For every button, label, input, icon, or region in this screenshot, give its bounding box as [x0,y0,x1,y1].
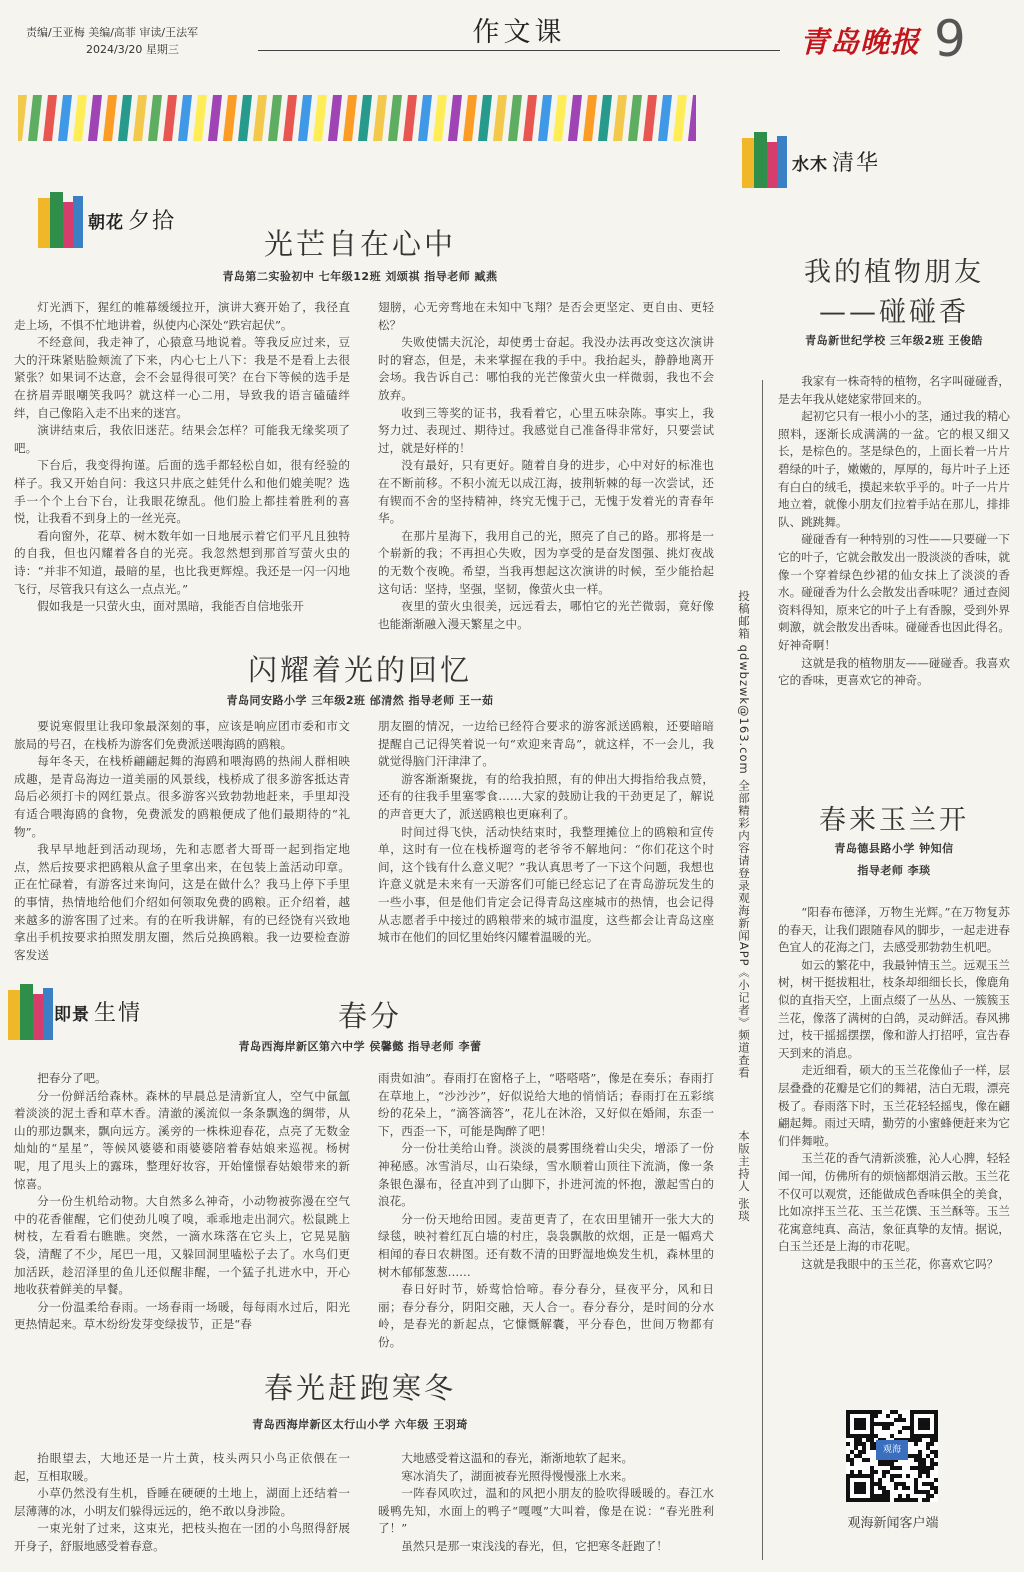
qr-module [878,1482,882,1486]
qr-module [906,1486,910,1490]
paragraph: 在那片星海下，我用自己的光，照亮了自己的路。那将是一个崭新的我；不再担心失败，因为享受的是奋发图强、挑灯夜战的无数个夜晚。希望，当我再想起这次演讲的时候，至少能拾起这句话：坚持，坚强，坚韧，像萤火虫一样。 [378,528,714,596]
paragraph: 走近细看，硕大的玉兰花像仙子一样，层层叠叠的花瓣是它们的舞裙，洁白无瑕，漂亮极了。春雨落下时，玉兰花轻轻摇曳，像在翩翩起舞。雨过天晴，勤劳的小蜜蜂便赶来为它们伴舞啦。 [778,1063,1010,1148]
article-title: 春光赶跑寒冬 [263,1371,456,1405]
qr-module [874,1422,878,1426]
paragraph: 大地感受着这温和的春光，渐渐地软了起来。 [401,1451,634,1465]
paragraph: 我家有一株奇特的植物，名字叫碰碰香，是去年我从姥姥家带回来的。 [778,374,1010,406]
qr-module [918,1474,922,1478]
qr-module [902,1418,906,1422]
qr-module [874,1482,878,1486]
qr-module [858,1454,862,1458]
stripe [448,95,462,141]
paragraph: 灯光洒下，猩红的帷幕缓缓拉开，演讲大赛开始了，我径直走上场，不惧不忙地讲着，纵使内心深处“跌宕起伏”。 [14,300,350,332]
paragraph: 不经意间，我走神了，心猿意马地说着。等我反应过来，豆大的汗珠紧贴脸颊流了下来，内心七上八下：我是不是看上去很紧张？如果词不达意，会不会显得很可笑？在台下等候的选手是在挤眉弄眼嘲笑我吗？就这样一心二用，导致我的语言磕磕绊绊，自己像陷入走不出来的迷宫。 [14,335,350,420]
qr-module [926,1446,930,1450]
qr-module [898,1414,902,1418]
qr-module [914,1486,918,1490]
qr-module [850,1462,854,1466]
stripe [28,95,42,141]
stripe [268,95,282,141]
qr-module [918,1462,922,1466]
qr-module [858,1470,862,1474]
qr-module [894,1482,898,1486]
stripe [613,95,627,141]
paragraph: 失败使懦夫沉沦，却使勇士奋起。我没办法再改变这次演讲时的窘态，但是，未来掌握在我的手中。我抬起头，静静地离开会场。我告诉自己：哪怕我的光芒像萤火虫一样微弱，我也不会放弃。 [378,335,714,402]
qr-module [918,1450,922,1454]
qr-module [926,1474,930,1478]
qr-module [878,1494,882,1498]
qr-module [894,1466,898,1470]
qr-module [902,1486,906,1490]
paragraph: 演讲结束后，我依旧迷茫。结果会怎样？可能我无缘奖项了吧。 [14,423,350,455]
qr-module [914,1498,918,1502]
qr-module [878,1498,882,1502]
qr-module [874,1498,878,1502]
qr-module [918,1454,922,1458]
stripe [673,95,687,141]
qr-module [902,1426,906,1430]
qr-module [922,1462,926,1466]
qr-module [862,1458,866,1462]
article-body-left [14,1070,350,1350]
stripe [538,95,552,141]
paragraph: 夜里的萤火虫很美，远远看去，哪怕它的光芒微弱，竟好像也能渐渐融入漫天繁星之中。 [378,599,714,631]
qr-module [918,1466,922,1470]
qr-module [934,1454,938,1458]
stripe [223,95,237,141]
stripe [343,95,357,141]
article-body-right [378,299,714,633]
stripe [88,95,102,141]
paragraph: 抬眼望去，大地还是一片土黄，枝头两只小鸟正依偎在一起，互相取暖。 [14,1451,350,1483]
paragraph: “阳春布德泽，万物生光辉。”在万物复苏的春天，让我们跟随春风的脚步，一起走进春色宜人的花海之门，去感受那勃勃生机吧。 [778,905,1010,955]
article-body-right [378,1070,714,1350]
paragraph: 如云的繁花中，我最钟情玉兰。远观玉兰树，树干挺拔粗壮，枝条却细细长长，像鹿角似的直指天空，上面点缀了一丛丛、一簇簇玉兰花，像落了满树的白鸽，灵动鲜活。春风拂过，枝干摇摇摆摆，像和游人打招呼，宣告春天到来的消息。 [778,957,1010,1060]
stripe [298,95,312,141]
stripe [103,95,117,141]
qr-module [866,1458,870,1462]
qr-module [922,1482,926,1486]
paragraph: 朋友圈的情况，一边给已经符合要求的游客派送鸥粮，还要暗暗提醒自己记得笑着说一句“欢迎来青岛”，就这样，不一会儿，我就觉得脑门汗津津了。 [378,719,714,769]
qr-module [914,1466,918,1470]
stripe [358,95,372,141]
stripe [418,95,432,141]
qr-module [854,1438,858,1442]
stripe [628,95,642,141]
qr-module [898,1418,902,1422]
qr-module [890,1474,894,1478]
stripe [463,95,477,141]
qr-module [922,1466,926,1470]
editor-credits: 责编/王亚梅 美编/高菲 审读/王法军 [26,26,199,39]
qr-module [874,1410,878,1414]
qr-module [922,1498,926,1502]
qr-module [870,1470,874,1474]
qr-module [886,1470,890,1474]
paragraph: 分一份天地给田园。麦苗更青了，在农田里铺开一张大大的绿毯，映衬着红瓦白墙的村庄，袅袅飘散的炊烟，正是一幅鸡犬相闻的春日农耕图。还有数不清的田野湿地焕发生机，森林里的树木郁郁葱葱…… [378,1211,714,1279]
qr-module [846,1454,850,1458]
stripe [238,95,252,141]
stripe [73,95,87,141]
qr-module [910,1466,914,1470]
qr-module [866,1438,870,1442]
column-label-small: 即景 [54,1005,90,1025]
qr-module [922,1470,926,1474]
qr-module [854,1454,858,1458]
qr-caption: 观海新闻客户端 [847,1516,939,1531]
article-body [778,373,1010,745]
qr-module [906,1474,910,1478]
paragraph: 虽然只是那一束浅浅的春光，但，它把寒冬赶跑了！ [401,1538,668,1553]
qr-module [910,1438,914,1442]
qr-module [934,1486,938,1490]
qr-module [890,1478,894,1482]
qr-module [886,1490,890,1494]
qr-module [914,1490,918,1494]
qr-module [914,1458,918,1462]
paragraph: 没有最好，只有更好。随着自身的进步，心中对好的标准也在不断前移。不积小流无以成江海，披荆斩棘的每一次尝试，还有锲而不舍的坚持精神，终究无愧于己，无愧于发着光的青春年华。 [378,458,714,526]
qr-module [878,1462,882,1466]
paper-name-logo: 青岛晚报 [800,25,921,59]
header-credits [26,24,198,58]
stripe [58,95,72,141]
qr-module [926,1498,930,1502]
paragraph: 游客渐渐聚拢，有的给我拍照，有的伸出大拇指给我点赞，还有的往我手里塞零食……大家的鼓励让我的干劲更足了，解说的声音更大了，派送鸥粮也更麻利了。 [378,771,714,821]
qr-module [890,1462,894,1466]
stripe [253,95,267,141]
qr-module [874,1494,878,1498]
stripe [193,95,207,141]
qr-module [870,1438,874,1442]
qr-module [862,1442,866,1446]
qr-module [922,1458,926,1462]
stripe [133,95,147,141]
stripe [508,95,522,141]
qr-module [926,1454,930,1458]
paragraph: 分一份温柔给春雨。一场春雨一场暖，每每雨水过后，阳光更热情起来。草木纷纷发芽变绿拔节，正是“春 [14,1299,350,1332]
stripe [598,95,612,141]
column-label-big: 夕拾 [128,209,177,234]
article-byline: 青岛新世纪学校 三年级2班 王俊皓 [805,334,983,347]
qr-module [854,1446,858,1450]
page-number: 9 [934,10,966,68]
qr-module [898,1430,902,1434]
stripe [148,95,162,141]
qr-module [906,1498,910,1502]
books-icon [738,128,790,192]
qr-module [918,1470,922,1474]
qr-module [886,1462,890,1466]
qr-module [846,1442,850,1446]
qr-module [926,1482,930,1486]
qr-module [930,1442,934,1446]
paragraph: 春日好时节，娇莺恰恰啼。春分春分，昼夜平分，风和日丽；春分春分，阴阳交融，天人合一。春分春分，是时间的分水岭，是春光的新起点，它慷慨解囊，平分春色，世间万物都有份。 [378,1282,714,1349]
qr-module [890,1434,894,1438]
column-label-big: 生情 [94,1001,143,1026]
article-body-left [14,299,350,633]
qr-module [870,1446,874,1450]
article-title: 春分 [337,999,402,1033]
paragraph: 分一份生机给动物。大自然多么神奇，小动物被弥漫在空气中的花香催醒，它们使劲儿嗅了嗅，乖乖地走出洞穴。松鼠跳上树枝，左看看右瞧瞧。突然，一滴水珠落在它头上，它晃晃脑袋，清醒了不少，尾巴一甩，又躲回洞里嗑松子去了。水鸟们更加活跃，趁沼泽里的鱼儿还似醒非醒，一个猛子扎进水中，开心地收获着鲜美的早餐。 [14,1194,350,1297]
qr-module [886,1426,890,1430]
qr-module [898,1482,902,1486]
qr-module [882,1494,886,1498]
qr-module [926,1466,930,1470]
qr-module [858,1450,862,1454]
paragraph: 分一份壮美给山脊。淡淡的晨雾围绕着山尖尖，增添了一份神秘感。冰雪消尽，山石染绿，雪水顺着山顶往下流淌，像一条条银色瀑布，径直冲到了山脚下，扑进河流的怀抱，激起雪白的浪花。 [378,1141,714,1209]
qr-module [918,1418,930,1430]
qr-module [934,1450,938,1454]
qr-module [874,1470,878,1474]
qr-module [854,1482,866,1494]
qr-module [914,1454,918,1458]
qr-badge: 观海 [876,1440,908,1460]
qr-module [890,1466,894,1470]
stripe [568,95,582,141]
qr-module [878,1410,882,1414]
qr-module [894,1474,898,1478]
qr-module [934,1462,938,1466]
article-byline: 青岛西海岸新区太行山小学 六年级 王羽琦 [252,1418,468,1431]
qr-module [898,1474,902,1478]
paragraph: 看向窗外，花草、树木数年如一日地展示着它们平凡且独特的自我，但也闪耀着各自的光亮。我忽然想到那首写萤火虫的诗：“并非不知道，最暗的星，也比我更辉煌。我还是一闪一闪地飞行，尽管我只有这么一点点光。” [14,528,350,596]
article-byline: 青岛德县路小学 钟知信 [834,842,954,855]
paragraph: 把春分了吧。 [37,1071,107,1085]
article-title: 光芒自在心中 [263,227,456,261]
paragraph: 翅膀，心无旁骛地在未知中飞翔？是否会更坚定、更自由、更轻松？ [378,300,714,332]
section-title: 作文课 [472,17,566,48]
stripe [163,95,177,141]
qr-module [878,1478,882,1482]
article-body [778,904,1010,1352]
qr-module [930,1462,934,1466]
qr-module [886,1494,890,1498]
paragraph: 我早早地赶到活动现场，先和志愿者大哥哥一起到指定地点，然后按要求把鸥粮从盒子里拿出来，在包装上盖活动印章。正在忙碌着，有游客过来询问，这是在做什么？我马上停下手里的事情，热情地给他们介绍如何领取免费的鸥粮。正介绍着，越来越多的游客围了过来。有的在听我讲解，有的已经饶有兴致地拿出手机按要求拍照发朋友圈，然后兑换鸥粮。我一边要检查游客发送 [14,842,350,962]
stripe [283,95,297,141]
article-body-left [14,718,350,962]
qr-module [934,1438,938,1442]
qr-module [906,1494,910,1498]
stripe [478,95,492,141]
paragraph: 碰碰香有一种特别的习性——只要碰一下它的叶子，它就会散发出一股淡淡的香味，就像一个穿着绿色纱裙的仙女抹上了淡淡的香水。碰碰香为什么会散发出香味呢？通过查阅资料得知，原来它的叶子上有香腺，受到外界刺激，就会散发出香味。碰碰香也因此得名。好神奇啊！ [778,532,1010,652]
qr-module [858,1438,862,1442]
qr-module [850,1458,854,1462]
qr-module [878,1486,882,1490]
stripe [433,95,447,141]
qr-module [914,1442,918,1446]
qr-module [854,1442,858,1446]
column-label-small: 朝花 [88,213,124,233]
qr-module [882,1422,886,1426]
article-title: 春来玉兰开 [819,805,969,836]
qr-module [870,1466,874,1470]
qr-module [874,1434,878,1438]
qr-module [926,1442,930,1446]
qr-module [850,1470,854,1474]
stripe [403,95,417,141]
qr-module [890,1410,894,1414]
qr-module [870,1442,874,1446]
qr-module [918,1458,922,1462]
stripe [43,95,57,141]
paragraph: 小草仍然没有生机，昏睡在硬硬的土地上，湖面上还结着一层薄薄的冰，小明友们躲得远远的，绝不敢以身涉险。 [14,1486,350,1518]
qr-module [846,1458,850,1462]
qr-module [886,1422,890,1426]
qr-module [894,1498,898,1502]
paragraph: 寒冰消失了，湖面被春光照得慢慢涨上水来。 [401,1468,634,1483]
stripe [553,95,567,141]
qr-module [854,1418,866,1430]
qr-module [874,1414,878,1418]
stripe [18,95,27,141]
paragraph: 假如我是一只萤火虫，面对黑暗，我能否自信地张开 [37,599,304,614]
qr-module [882,1498,886,1502]
qr-module [930,1482,934,1486]
paragraph: 分一份鲜活给森林。森林的早晨总是清新宜人，空气中氤氲着淡淡的泥土香和草木香。清澈的溪流似一条条飘逸的绸带，从山的那边飘来，飘向远方。溪旁的一株株迎春花，点亮了无数金灿灿的“星星”，等候风婆婆和雨婆婆陪着春姑娘来巡视。杨树呢，甩了甩头上的露珠，整理好妆容，开始憧憬春姑娘带来的新惊喜。 [14,1088,350,1191]
stripe [493,95,507,141]
qr-module [902,1482,906,1486]
stripe [523,95,537,141]
qr-module [898,1494,902,1498]
qr-module [926,1494,930,1498]
qr-module [930,1450,934,1454]
decorative-stripes [18,95,696,141]
qr-module [934,1478,938,1482]
article-body-right [378,718,714,962]
qr-module [898,1466,902,1470]
host-credit: 本版主持人 张琰 [737,1130,751,1223]
paragraph: 这就是我眼中的玉兰花，你喜欢它吗？ [801,1256,999,1271]
paragraph: 雨贵如油”。春雨打在窗格子上，“嗒嗒嗒”，像是在奏乐；春雨打在草地上，“沙沙沙”，好似说给大地的悄悄话；春雨打在五彩缤纷的花朵上，“滴答滴答”，花儿在沐浴，又好似在婚闹，东歪一下，西歪一下，可能是陶醉了吧！ [378,1071,714,1138]
paragraph: 一束光射了过来，这束光，把枝头抱在一团的小鸟照得舒展开身子，舒服地感受着春意。 [14,1521,350,1553]
qr-module [882,1474,886,1478]
paragraph: 这就是我的植物朋友——碰碰香。我喜欢它的香味，更喜欢它的神奇。 [778,655,1010,688]
stripe [313,95,327,141]
stripe [583,95,597,141]
qr-module [862,1446,866,1450]
paragraph: 要说寒假里让我印象最深刻的事，应该是响应团市委和市文旅局的号召，在栈桥为游客们免费派送喂海鸥的鸥粮。 [14,719,350,751]
qr-module [914,1438,918,1442]
column-label-jijing [54,996,142,1027]
article-byline-teacher: 指导老师 李琰 [857,864,931,877]
qr-module [886,1414,890,1418]
qr-module [878,1422,882,1426]
qr-module [910,1498,914,1502]
books-icon [34,188,86,252]
column-label-big: 清华 [832,151,881,176]
article-body-right [378,1450,714,1558]
article-byline: 青岛西海岸新区第六中学 侯馨懿 指导老师 李蕾 [238,1040,482,1053]
qr-module [930,1438,934,1442]
paragraph: 时间过得飞快，活动快结束时，我整理摊位上的鸥粮和宣传单，这时有一位在栈桥遛弯的老爷爷不解地问：“你们花这个时间，这个钱有什么意义呢？”我认真思考了一下这个问题，我想也许意义就是未来有一天游客们可能已经忘记了在青岛游玩发生的一些小事，但是他们肯定会记得青岛这座城市的热情，也会记得从志愿者手中接过的鸥粮带来的城市温度，这些都会让青岛这座城市在他们的回忆里始终闪耀着温暖的光。 [378,824,714,945]
article-body-left [14,1450,350,1558]
column-label-shuimu [792,146,880,177]
stripe [658,95,672,141]
qr-module [906,1426,910,1430]
header-rule [258,50,780,51]
books-icon [4,980,56,1044]
qr-module [862,1450,866,1454]
stripe [208,95,222,141]
submission-notice: 投稿邮箱 qdwbzwk@163.com 全部精彩内容请登录观海新闻APP《小记者》频道查看 [737,590,751,1080]
qr-module [918,1490,922,1494]
qr-module [882,1486,886,1490]
article-subtitle: ——碰碰香 [819,297,969,328]
qr-module [886,1498,890,1502]
column-label-small: 水木 [792,155,828,175]
stripe [373,95,387,141]
paragraph: 每年冬天，在栈桥翩翩起舞的海鸥和喂海鸥的热闹人群相映成趣，是青岛海边一道美丽的风景线，栈桥成了很多游客抵达青岛后必须打卡的网红景点。很多游客兴致勃勃地赶来，手里却没有适合喂海鸥的食物，免费派发的鸥粮便成了他们最期待的“礼物”。 [14,754,350,839]
qr-module [858,1442,862,1446]
qr-module [890,1422,894,1426]
qr-module [910,1454,914,1458]
column-divider [762,380,763,1560]
qr-module [894,1486,898,1490]
stripe [643,95,657,141]
article-byline: 青岛第二实验初中 七年级12班 刘颂祺 指导老师 臧燕 [222,270,498,283]
stripe [688,95,696,141]
stripe [118,95,132,141]
qr-module [914,1482,918,1486]
qr-module [930,1458,934,1462]
qr-module [882,1462,886,1466]
qr-module [882,1470,886,1474]
issue-date: 2024/3/20 星期三 [86,43,179,56]
paragraph: 玉兰花的香气清新淡雅，沁人心脾，轻轻闻一闻，仿佛所有的烦恼都烟消云散。玉兰花不仅可以观赏，还能做成色香味俱全的美食，比如凉拌玉兰花、玉兰花馔、玉兰酥等。玉兰花寓意纯真、高洁，象征真挚的友情。据说，白玉兰还是上海的市花呢。 [778,1151,1010,1254]
qr-module [930,1494,934,1498]
qr-module [850,1450,854,1454]
paragraph: 收到三等奖的证书，我看着它，心里五味杂陈。事实上，我努力过、表现过、期待过。我感觉自己准备得非常好，只要尝试过，就是好样的！ [378,405,714,455]
stripe [388,95,402,141]
qr-module [930,1486,934,1490]
qr-module [898,1498,902,1502]
qr-module [894,1418,898,1422]
paragraph: 起初它只有一根小小的茎，通过我的精心照料，逐渐长成满满的一盆。它的根又细又长，是棕色的。茎是绿色的，上面长着一片片碧绿的叶子，嫩嫩的，厚厚的，每片叶子上还有白白的绒毛，摸起来软乎乎的。叶子一片片地立着，就像小朋友们拉着手站在那儿，排排队、跳跳舞。 [778,409,1010,529]
qr-module [914,1478,918,1482]
stripe [178,95,192,141]
qr-module [882,1490,886,1494]
qr-module [902,1498,906,1502]
article-title: 我的植物朋友 [804,257,984,288]
article-title: 闪耀着光的回忆 [247,653,472,687]
paragraph: 一阵春风吹过，温和的风把小朋友的脸吹得暖暖的。春江水暖鸭先知，水面上的鸭子“嘎嘎”大叫着，像是在说：“春光胜利了！” [378,1486,714,1536]
qr-module [926,1470,930,1474]
qr-module [922,1490,926,1494]
qr-module [934,1490,938,1494]
qr-module [882,1426,886,1430]
stripe [328,95,342,141]
qr-module [894,1410,898,1414]
qr-module [918,1438,922,1442]
article-byline: 青岛同安路小学 三年级2班 邰清然 指导老师 王一茹 [226,694,494,707]
paragraph: 下台后，我变得拘谨。后面的选手都轻松自如，很有经验的样子。我又开始自问：我这只井底之蛙凭什么和他们媲美呢？选手一个个上台下台，让我眼花缭乱。他们脸上都挂着胜利的喜悦，让我看不到身上的一丝光亮。 [14,458,350,526]
qr-module [930,1466,934,1470]
qr-module [926,1490,930,1494]
